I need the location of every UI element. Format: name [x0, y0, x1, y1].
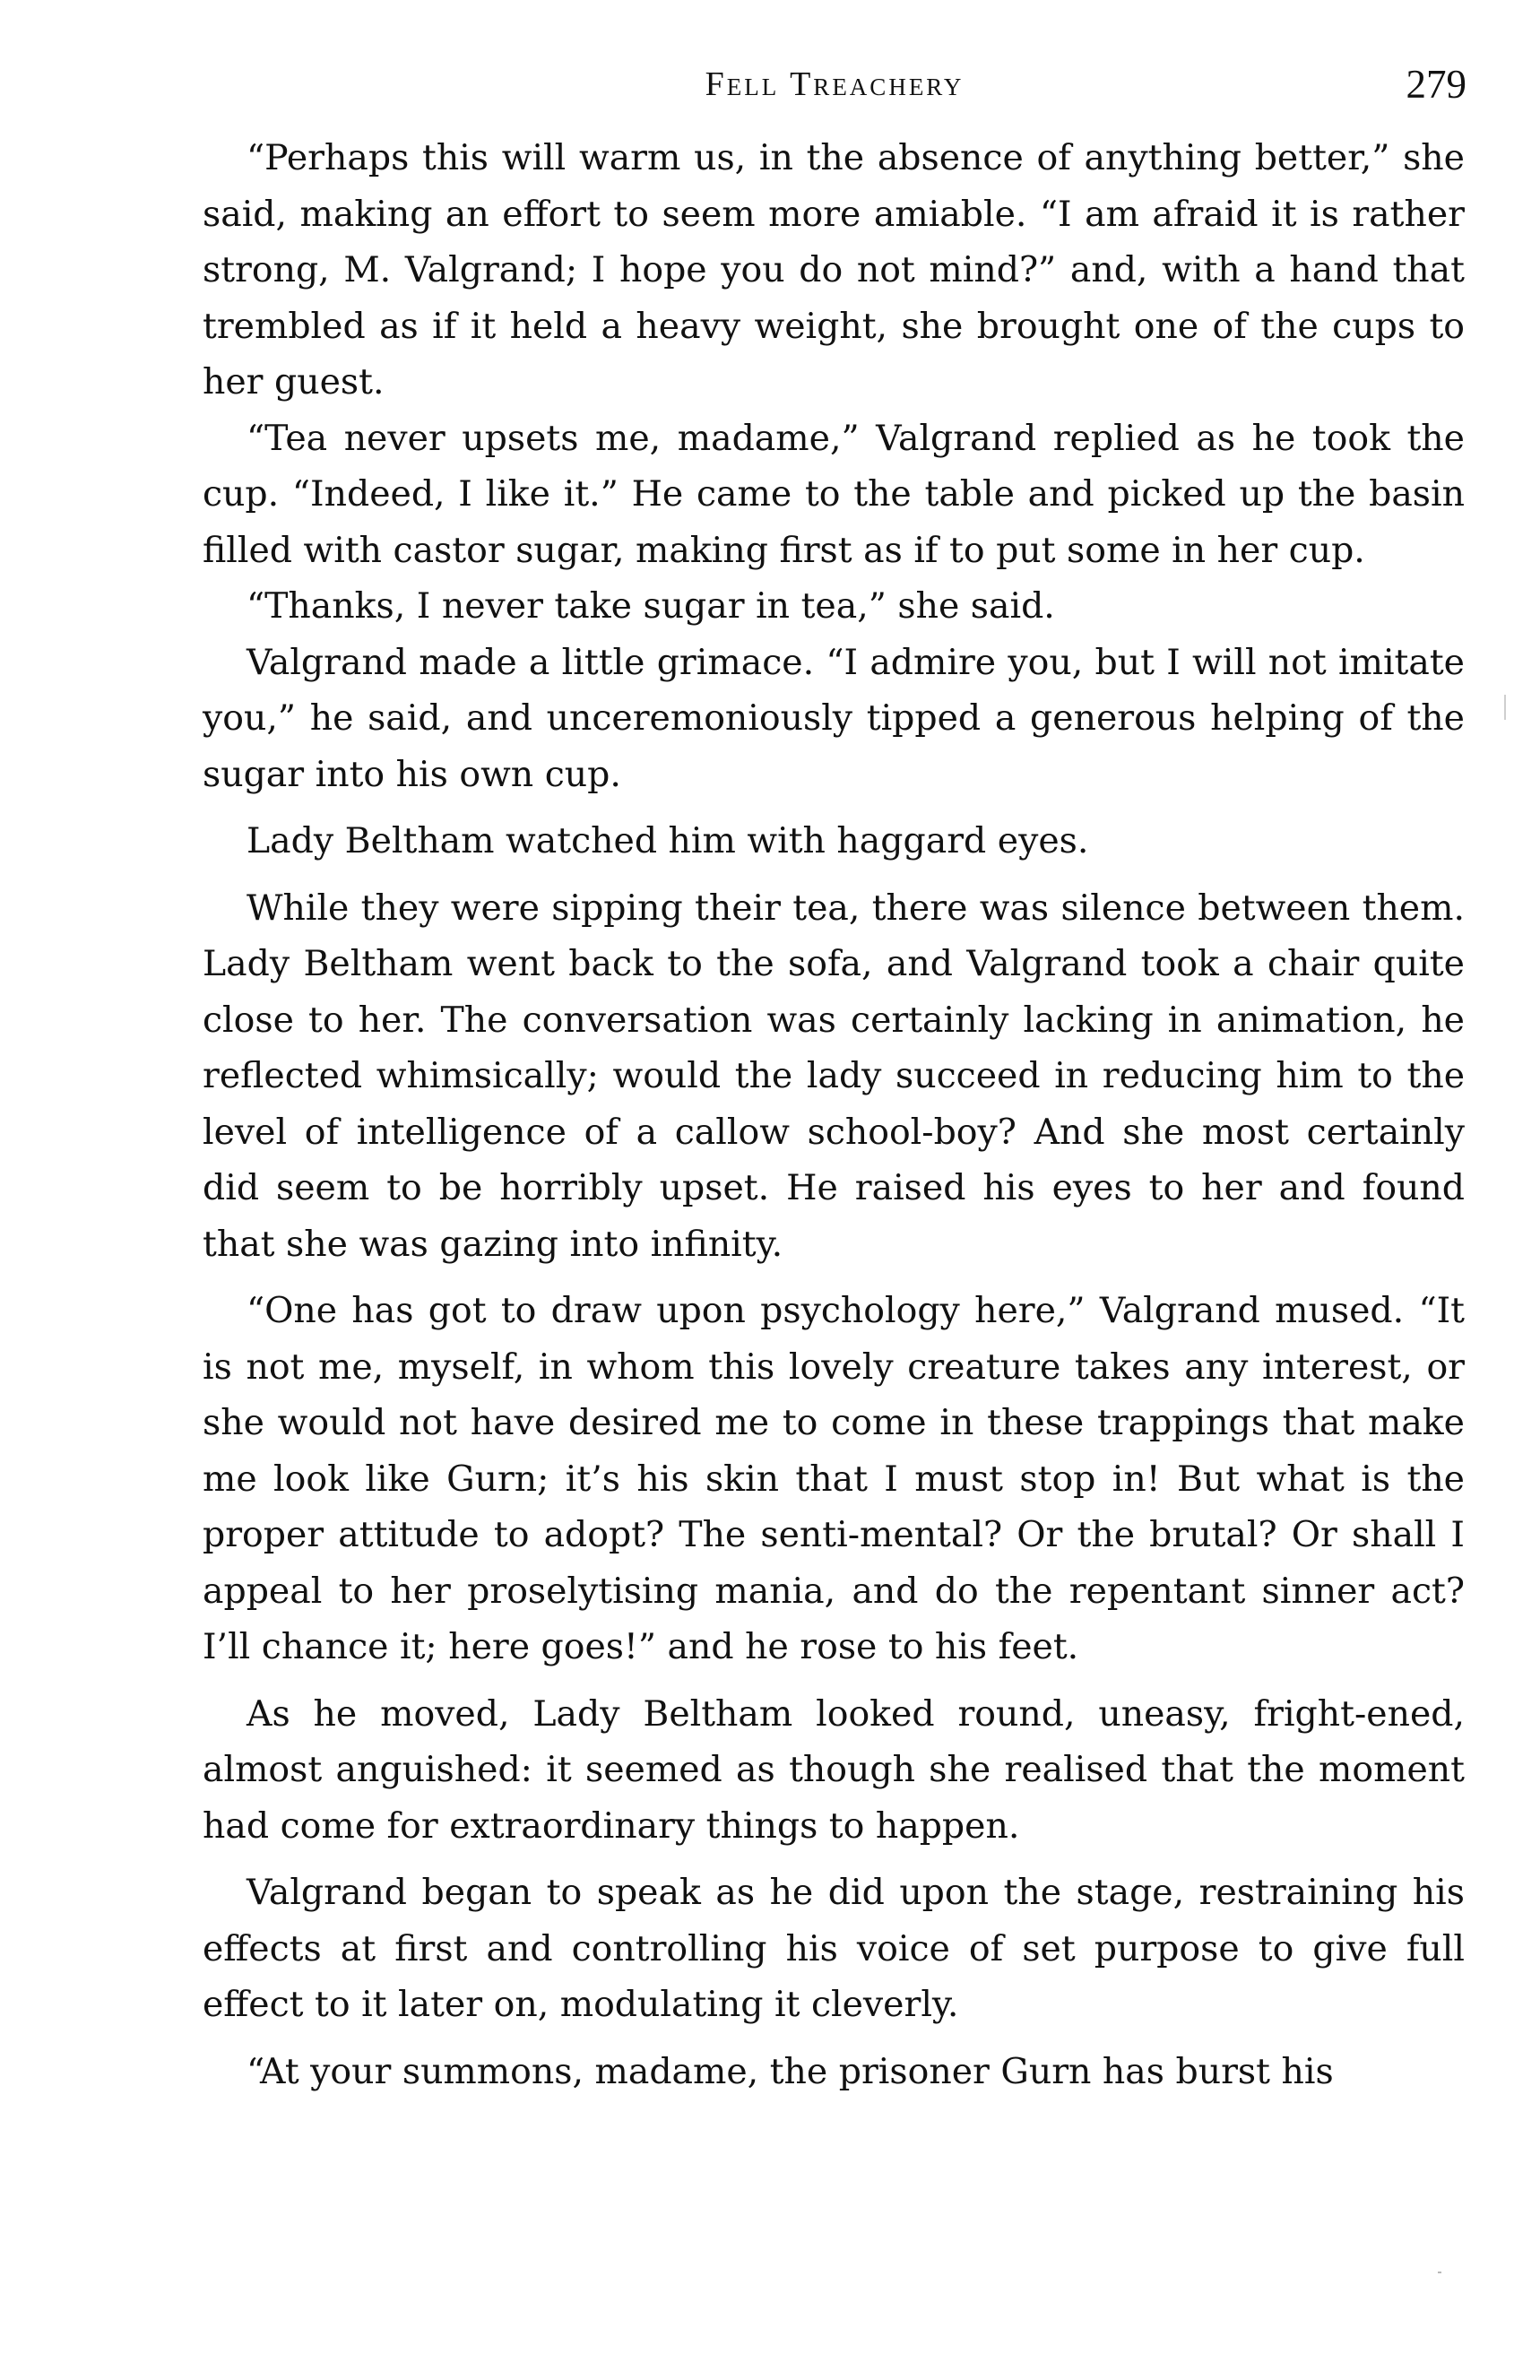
paragraph: Lady Beltham watched him with haggard eyes.	[247, 820, 1089, 861]
paragraph: “One has got to draw upon psychology here,” Valgrand mused. “It is not me, myself, in whom this lovely creature takes any interest, or she would not have desired me to come in these trappings that make me look like Gurn; it’s his skin that I must stop in! But what is the proper attitude to adopt? The senti-mental? Or the brutal? Or shall I appeal to her proselytising mania, and do the repentant sinner act? I’ll chance it; here goes!” and he rose to his feet.	[203, 1290, 1465, 1667]
page-number: 279	[1406, 62, 1466, 107]
scan-mark	[1438, 2272, 1441, 2273]
running-header	[203, 57, 1466, 120]
paragraph: Valgrand began to speak as he did upon the stage, restraining his effects at first and controlling his voice of set purpose to give full effect to it later on, modulating it cleverly.	[203, 1872, 1465, 2025]
paragraph: As he moved, Lady Beltham looked round, uneasy, fright-ened, almost anguished: it seemed as though she realised that the moment had come for extraordinary things to happen.	[203, 1692, 1465, 1847]
body-text	[203, 130, 1465, 2099]
scan-mark	[1504, 695, 1506, 720]
paragraph: While they were sipping their tea, there was silence between them. Lady Beltham went back to the sofa, and Valgrand took a chair quite close to her. The conversation was certainly lacking in animation, he reflected whimsically; would the lady succeed in reducing him to the level of intelligence of a callow school-boy? And she most certainly did seem to be horribly upset. He raised his eyes to her and found that she was gazing into infinity.	[203, 887, 1465, 1265]
paragraph: “At your summons, madame, the prisoner Gurn has burst his	[247, 2050, 1334, 2092]
paragraph: “Thanks, I never take sugar in tea,” she said.	[247, 585, 1055, 627]
paragraph: “Tea never upsets me, madame,” Valgrand replied as he took the cup. “Indeed, I like it.” He came to the table and picked up the basin filled with castor sugar, making first as if to put some in her cup.	[203, 417, 1465, 571]
paragraph: “Perhaps this will warm us, in the absence of anything better,” she said, making an effort to seem more amiable. “I am afraid it is rather strong, M. Valgrand; I hope you do not mind?” and, with a hand that trembled as if it held a heavy weight, she brought one of the cups to her guest.	[203, 137, 1465, 402]
paragraph: Valgrand made a little grimace. “I admire you, but I will not imitate you,” he said, and unceremoniously tipped a generous helping of the sugar into his own cup.	[203, 641, 1465, 795]
chapter-title: Fell Treachery	[705, 65, 965, 103]
